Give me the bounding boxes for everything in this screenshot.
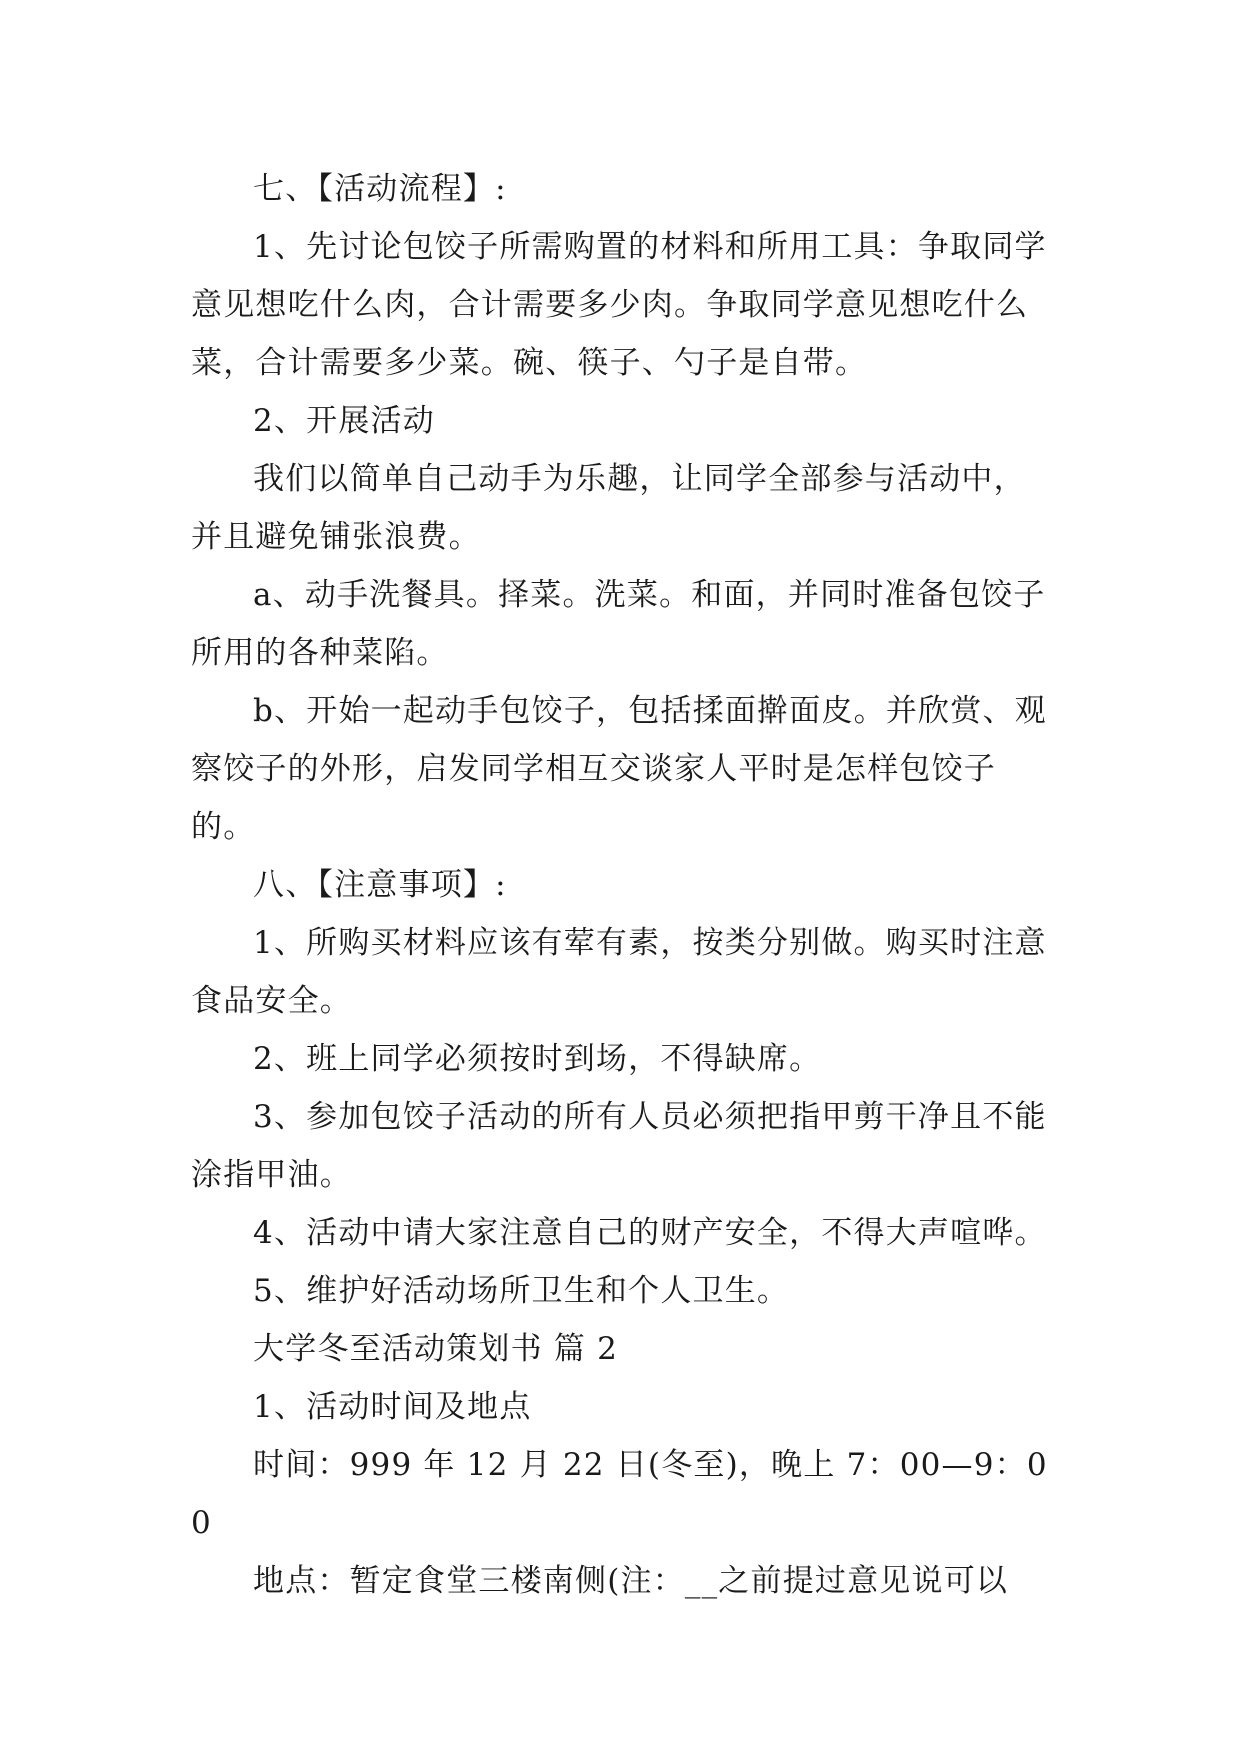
document-body <box>191 160 1051 1610</box>
paragraph-place: 地点：暂定食堂三楼南侧(注：__之前提过意见说可以 <box>253 1563 1009 1599</box>
paragraph-time: 时间：999 年 12 月 22 日(冬至)，晚上 7：00—9：00 <box>191 1447 1048 1541</box>
paragraph-note-4: 4、活动中请大家注意自己的财产安全，不得大声喧哗。 <box>253 1215 1047 1251</box>
paragraph-step-1: 1、先讨论包饺子所需购置的材料和所用工具：争取同学意见想吃什么肉，合计需要多少肉。争取同学意见想吃什么菜，合计需要多少菜。碗、筷子、勺子是自带。 <box>191 229 1047 381</box>
paragraph-step-a: a、动手洗餐具。择菜。洗菜。和面，并同时准备包饺子所用的各种菜陷。 <box>191 577 1046 671</box>
section-heading-activity-process: 七、【活动流程】: <box>253 171 507 207</box>
paragraph-note-2: 2、班上同学必须按时到场，不得缺席。 <box>253 1041 822 1077</box>
section-heading-notes: 八、【注意事项】: <box>253 867 507 903</box>
paragraph-time-place-heading: 1、活动时间及地点 <box>253 1389 532 1425</box>
section-title-plan-2: 大学冬至活动策划书 篇 2 <box>253 1331 619 1367</box>
paragraph-step-2: 2、开展活动 <box>253 403 435 439</box>
paragraph-step-b: b、开始一起动手包饺子，包括揉面擀面皮。并欣赏、观察饺子的外形，启发同学相互交谈家人平时是怎样包饺子的。 <box>191 693 1047 845</box>
paragraph-activity-description: 我们以简单自己动手为乐趣，让同学全部参与活动中，并且避免铺张浪费。 <box>191 461 1026 555</box>
paragraph-note-3: 3、参加包饺子活动的所有人员必须把指甲剪干净且不能涂指甲油。 <box>191 1099 1047 1193</box>
paragraph-note-1: 1、所购买材料应该有荤有素，按类分别做。购买时注意食品安全。 <box>191 925 1047 1019</box>
paragraph-note-5: 5、维护好活动场所卫生和个人卫生。 <box>253 1273 790 1309</box>
